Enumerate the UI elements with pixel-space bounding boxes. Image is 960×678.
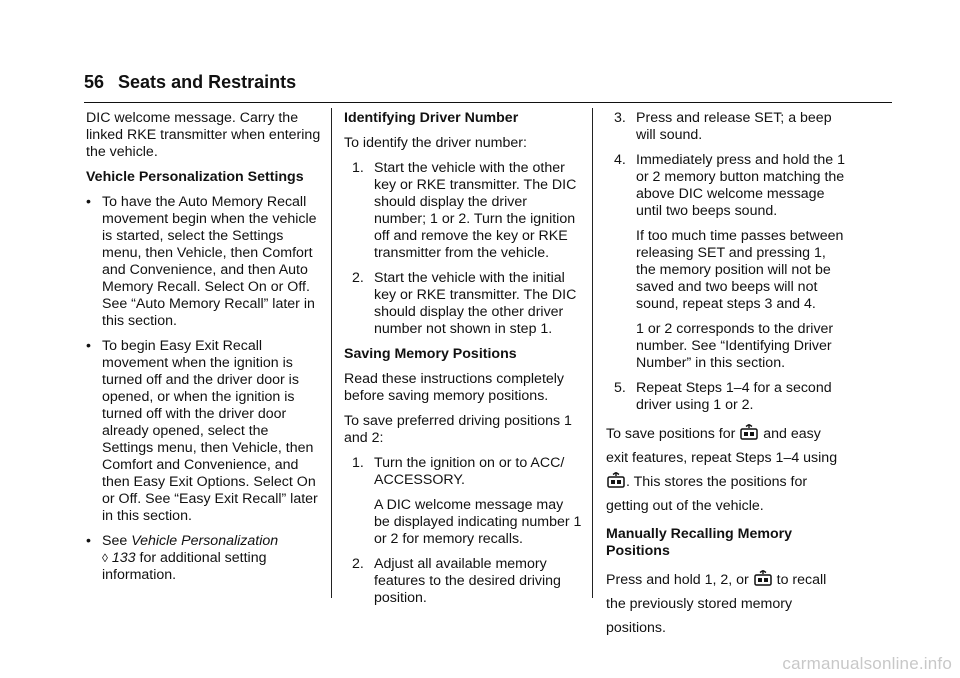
step-number: 1. — [352, 160, 364, 176]
paragraph-text: and easy exit features, repeat Steps 1–4 using — [606, 426, 838, 466]
bullet-text: To have the Auto Memory Recall movement begin when the vehicle is started, select the Settings menu, then Vehicle, then Comfort and Convenience, and then Auto Memory Recall. Select On or Off. See “Auto Memory Recall” later in this section. — [102, 194, 317, 329]
cross-reference-link[interactable]: Vehicle Personalization — [131, 533, 279, 549]
step-item — [606, 110, 846, 144]
intro-paragraph: DIC welcome message. Carry the linked RKE transmitter when entering the vehicle. — [86, 110, 321, 160]
step-number: 5. — [614, 380, 626, 396]
page-ref-arrow-icon: ◊ — [102, 551, 108, 565]
step-number: 2. — [352, 556, 364, 572]
step-item — [344, 556, 582, 607]
step-number: 1. — [352, 455, 364, 471]
bullet-item — [86, 533, 322, 584]
watermark: carmanualsonline.info — [782, 654, 952, 673]
page-header — [84, 72, 892, 103]
paragraph-text: Press and hold 1, 2, or — [606, 572, 749, 588]
section-heading-manual-recall: Manually Recalling Memory Positions — [606, 526, 793, 559]
step-text: Press and release SET; a beep will sound. — [636, 110, 832, 143]
step-note: A DIC welcome message may be displayed indicating number 1 or 2 for memory recalls. — [374, 497, 582, 547]
bullet-glyph: • — [86, 194, 91, 210]
step-item — [344, 160, 582, 262]
intro-paragraph: To identify the driver number: — [344, 135, 527, 151]
column-divider-2 — [592, 108, 593, 598]
page-title: Seats and Restraints — [118, 72, 297, 92]
step-text: Start the vehicle with the initial key or RKE transmitter. The DIC should display the other driver number not shown in step 1. — [374, 270, 577, 337]
bullet-text-post: for additional setting information. — [102, 550, 267, 583]
paragraph-text: To save positions for — [606, 426, 736, 442]
step-text: Repeat Steps 1–4 for a second driver using 1 or 2. — [636, 380, 832, 413]
bullet-glyph: • — [86, 533, 91, 549]
memory-exit-button-icon — [740, 424, 758, 440]
manual-recall-paragraph — [606, 568, 846, 640]
bullet-text-pre: See — [102, 533, 132, 549]
instruction-paragraph: To save preferred driving positions 1 and 2: — [344, 413, 572, 446]
memory-exit-button-icon — [607, 472, 625, 488]
bullet-item — [86, 194, 322, 330]
step-number: 2. — [352, 270, 364, 286]
step-note: 1 or 2 corresponds to the driver number. See “Identifying Driver Number” in this section. — [636, 321, 834, 371]
step-item — [606, 380, 846, 414]
step-number: 3. — [614, 110, 626, 126]
paragraph-text: . This stores the positions for getting out of the vehicle. — [606, 474, 808, 514]
section-heading-identifying-driver: Identifying Driver Number — [344, 110, 519, 126]
column-2 — [344, 110, 582, 615]
easy-exit-paragraph — [606, 422, 846, 518]
step-item — [344, 455, 582, 489]
section-heading-saving-memory: Saving Memory Positions — [344, 346, 517, 362]
step-number: 4. — [614, 152, 626, 168]
step-text: Adjust all available memory features to the desired driving position. — [374, 556, 561, 606]
column-3 — [606, 110, 846, 648]
step-text: Immediately press and hold the 1 or 2 memory button matching the above DIC welcome message until two beeps sound. — [636, 152, 845, 219]
memory-exit-button-icon — [754, 570, 772, 586]
step-text: Turn the ignition on or to ACC/ ACCESSORY. — [374, 455, 565, 488]
bullet-text: To begin Easy Exit Recall movement when the ignition is turned off and the driver door is opened, or when the ignition is turned off with the driver door already opened, select the Settings menu, then Vehicle, then Comfort and Convenience, and then Easy Exit Options. Select On or Off. See “Easy Exit Recall” later in this section. — [102, 338, 318, 524]
bullet-item — [86, 338, 322, 525]
section-heading-vehicle-personalization: Vehicle Personalization Settings — [86, 169, 304, 185]
step-item — [344, 270, 582, 338]
paragraph-text: to recall the previously stored memory positions. — [606, 572, 827, 636]
column-1 — [86, 110, 322, 592]
step-item — [606, 152, 846, 220]
page-number: 56 — [84, 72, 105, 92]
step-note: If too much time passes between releasing SET and pressing 1, the memory position will not be saved and two beeps will not sound, repeat steps 3 and 4. — [636, 228, 844, 312]
column-divider-1 — [331, 108, 332, 598]
step-text: Start the vehicle with the other key or RKE transmitter. The DIC should display the driver number; 1 or 2. Turn the ignition off and remove the key or RKE transmitter from the vehicle. — [374, 160, 577, 261]
page-ref-number[interactable]: 133 — [111, 550, 136, 566]
bullet-glyph: • — [86, 338, 91, 354]
instruction-paragraph: Read these instructions completely before saving memory positions. — [344, 371, 565, 404]
